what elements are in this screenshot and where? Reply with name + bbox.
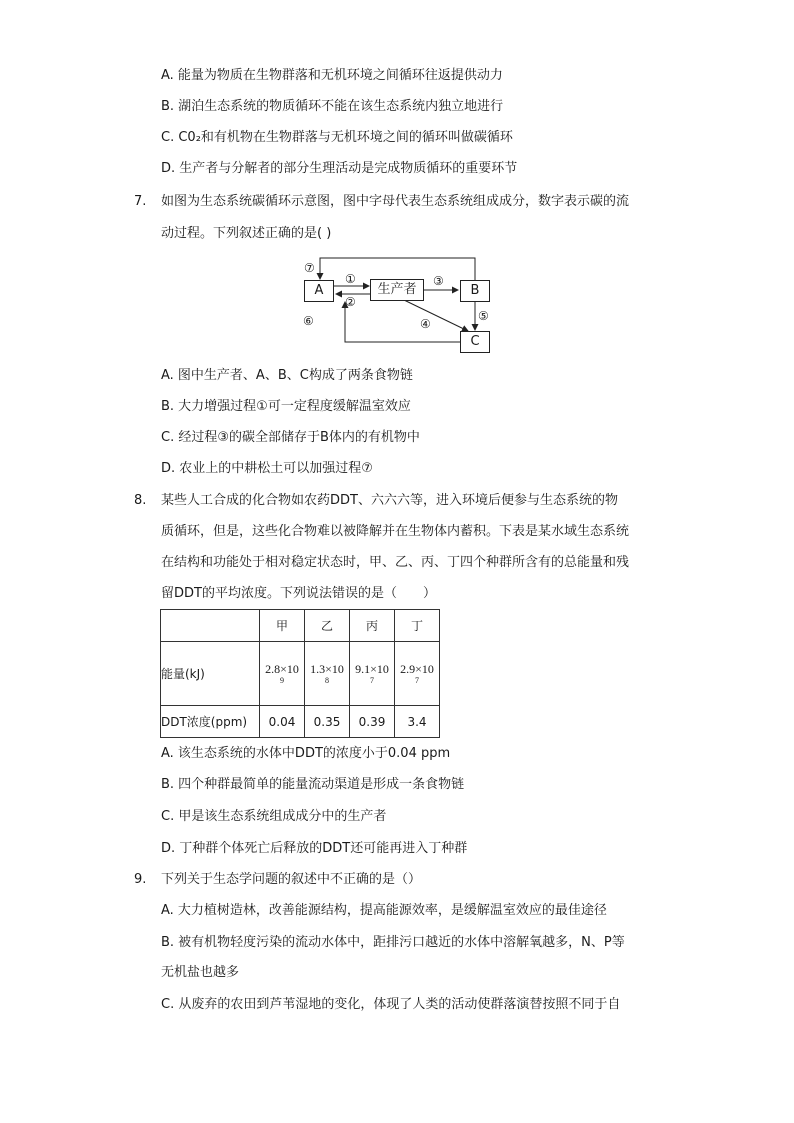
energy-jia bbox=[260, 642, 305, 706]
q8-option-b: B. 四个种群最简单的能量流动渠道是形成一条食物链 bbox=[161, 777, 465, 792]
label-4: ④ bbox=[420, 317, 431, 331]
label-3: ③ bbox=[433, 274, 444, 288]
q8-option-d: D. 丁种群个体死亡后释放的DDT还可能再进入丁种群 bbox=[161, 841, 468, 856]
q7-number: 7. bbox=[134, 194, 147, 209]
energy-ding-exp: 7 bbox=[415, 675, 419, 685]
q8-stem-line3: 在结构和功能处于相对稳定状态时，甲、乙、丙、丁四个种群所含有的总能量和残 bbox=[161, 555, 630, 570]
ddt-jia: 0.04 bbox=[260, 706, 305, 738]
q7-option-d: D. 农业上的中耕松土可以加强过程⑦ bbox=[161, 461, 373, 476]
q7-option-c: C. 经过程③的碳全部储存于B体内的有机物中 bbox=[161, 430, 420, 445]
label-6: ⑥ bbox=[303, 314, 314, 328]
q7-stem-line1: 如图为生态系统碳循环示意图，图中字母代表生态系统组成成分，数字表示碳的流 bbox=[161, 194, 630, 209]
node-c: C bbox=[460, 331, 490, 353]
q6-option-b: B. 湖泊生态系统的物质循环不能在该生态系统内独立地进行 bbox=[161, 99, 504, 114]
node-producer: 生产者 bbox=[370, 279, 424, 301]
table-row-energy bbox=[161, 642, 440, 706]
q8-stem-line1: 某些人工合成的化合物如农药DDT、六六六等，进入环境后便参与生态系统的物 bbox=[161, 493, 618, 508]
header-ding: 丁 bbox=[395, 610, 440, 642]
q7-stem-line2: 动过程。下列叙述正确的是( ) bbox=[161, 226, 332, 241]
energy-yi-exp: 8 bbox=[325, 675, 329, 685]
q9-stem: 下列关于生态学问题的叙述中不正确的是（） bbox=[161, 872, 422, 887]
node-b: B bbox=[460, 280, 490, 302]
q6-option-d: D. 生产者与分解者的部分生理活动是完成物质循环的重要环节 bbox=[161, 161, 518, 176]
energy-yi-base: 1.3×10 bbox=[310, 661, 344, 676]
q9-option-b-line2: 无机盐也越多 bbox=[161, 965, 240, 980]
q9-option-c: C. 从废弃的农田到芦苇湿地的变化，体现了人类的活动使群落演替按照不同于自 bbox=[161, 997, 621, 1012]
energy-ding bbox=[395, 642, 440, 706]
label-2: ② bbox=[345, 295, 356, 309]
q8-stem-line2: 质循环，但是，这些化合物难以被降解并在生物体内蓄积。下表是某水域生态系统 bbox=[161, 524, 630, 539]
energy-bing bbox=[350, 642, 395, 706]
label-5: ⑤ bbox=[478, 309, 489, 323]
node-a: A bbox=[304, 280, 334, 302]
ddt-table bbox=[160, 609, 440, 738]
q9-option-a: A. 大力植树造林，改善能源结构，提高能源效率，是缓解温室效应的最佳途径 bbox=[161, 903, 607, 918]
q8-option-c: C. 甲是该生态系统组成成分中的生产者 bbox=[161, 809, 387, 824]
q6-option-c: C. C0₂和有机物在生物群落与无机环境之间的循环叫做碳循环 bbox=[161, 130, 513, 145]
ddt-ding: 3.4 bbox=[395, 706, 440, 738]
ddt-label: DDT浓度(ppm) bbox=[161, 706, 260, 738]
header-bing: 丙 bbox=[350, 610, 395, 642]
energy-ding-base: 2.9×10 bbox=[400, 661, 434, 676]
q7-option-b: B. 大力增强过程①可一定程度缓解温室效应 bbox=[161, 399, 411, 414]
label-1: ① bbox=[345, 272, 356, 286]
ddt-bing: 0.39 bbox=[350, 706, 395, 738]
q9-option-b-line1: B. 被有机物轻度污染的流动水体中，距排污口越近的水体中溶解氧越多，N、P等 bbox=[161, 935, 625, 950]
table-corner-cell bbox=[161, 610, 260, 642]
energy-bing-exp: 7 bbox=[370, 675, 374, 685]
energy-jia-base: 2.8×10 bbox=[265, 661, 299, 676]
header-jia: 甲 bbox=[260, 610, 305, 642]
q8-number: 8. bbox=[134, 493, 147, 508]
q8-option-a: A. 该生态系统的水体中DDT的浓度小于0.04 ppm bbox=[161, 746, 451, 761]
energy-label: 能量(kJ) bbox=[161, 642, 260, 706]
q7-option-a: A. 图中生产者、A、B、C构成了两条食物链 bbox=[161, 368, 413, 383]
q8-stem-line4: 留DDT的平均浓度。下列说法错误的是（ ） bbox=[161, 586, 436, 601]
label-7: ⑦ bbox=[304, 261, 315, 275]
table-row-ddt bbox=[161, 706, 440, 738]
header-yi: 乙 bbox=[305, 610, 350, 642]
table-header-row bbox=[161, 610, 440, 642]
energy-jia-exp: 9 bbox=[280, 675, 284, 685]
q9-number: 9. bbox=[134, 872, 147, 887]
energy-bing-base: 9.1×10 bbox=[355, 661, 389, 676]
ddt-yi: 0.35 bbox=[305, 706, 350, 738]
energy-yi bbox=[305, 642, 350, 706]
carbon-cycle-diagram bbox=[300, 252, 500, 358]
q6-option-a: A. 能量为物质在生物群落和无机环境之间循环往返提供动力 bbox=[161, 68, 503, 83]
